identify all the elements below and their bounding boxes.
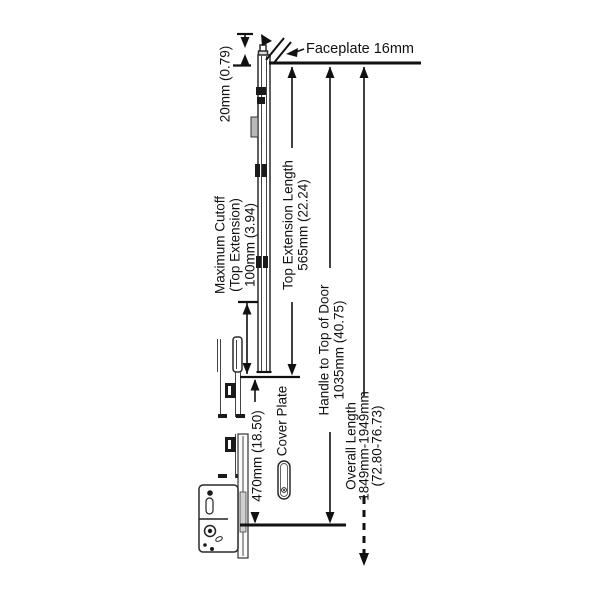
bottom-gap-label: 470mm (18.50) [249, 410, 265, 502]
dim-top-gap [233, 34, 253, 66]
faceplate-leader-arrow [286, 48, 298, 57]
faceplate-leader [286, 48, 304, 57]
break-dash-a1 [218, 414, 227, 418]
rod-roller-b-slot [228, 440, 231, 449]
top-gap-arrow-down [241, 37, 250, 48]
max-cutoff-label-1: Maximum Cutoff [212, 195, 228, 295]
overall-label-3: (72.80-76.73) [369, 405, 385, 487]
keyhole-slot [206, 498, 213, 514]
case-dot-1 [203, 543, 207, 547]
handle-top-label-1: Handle to Top of Door [316, 284, 332, 416]
overall-label-2: 1849mm-1949mm [356, 391, 372, 501]
roller-cam-1 [256, 87, 266, 95]
overall-label-1: Overall Length [343, 402, 359, 490]
rod-roller-a-slot [228, 386, 231, 395]
tab-piece [233, 337, 242, 372]
bar-tip-arrow [261, 34, 272, 46]
roller-cam-3a [255, 164, 260, 177]
roller-cam-2 [257, 97, 265, 104]
break-dash-a2 [236, 414, 245, 418]
roller-cam-3b [262, 164, 267, 177]
break-dash-b1 [218, 474, 227, 478]
case-screw-hole [207, 490, 213, 496]
htd-arrow-up [326, 67, 335, 79]
max-cutoff-label-3: 100mm (3.94) [242, 202, 258, 288]
cover-plate-label: Cover Plate [274, 385, 290, 457]
faceplate-label: Faceplate 16mm [306, 41, 414, 57]
top-gap-arrow-up [241, 54, 250, 65]
max-cutoff-label-2: (Top Extension) [227, 198, 243, 292]
mc-arrow-down [243, 363, 252, 374]
top-extension-label-2: 565mm (22.24) [295, 179, 311, 271]
case-dot-2 [210, 547, 214, 551]
cover-plate-outline [278, 461, 290, 499]
lock-case-assembly [199, 434, 248, 558]
bg-arrow-down [251, 512, 260, 524]
tel-arrow-down [288, 364, 297, 376]
roller-cam-4b [263, 256, 268, 268]
cover-plate-part [278, 461, 290, 499]
cover-plate-screw-dot [283, 489, 285, 491]
top-extension-label-1: Top Extension Length [280, 160, 296, 290]
tel-arrow-up [288, 67, 297, 79]
ol-arrow-down [359, 553, 369, 566]
spindle-hole-center [208, 529, 212, 533]
htd-arrow-down [326, 512, 335, 524]
mc-arrow-up [243, 304, 252, 315]
slider-block [251, 117, 258, 137]
ol-arrow-up [360, 67, 369, 79]
handle-top-label-2: 1035mm (40.75) [331, 300, 347, 400]
top-gap-label: 20mm (0.79) [217, 45, 233, 123]
bg-arrow-up [251, 379, 260, 391]
